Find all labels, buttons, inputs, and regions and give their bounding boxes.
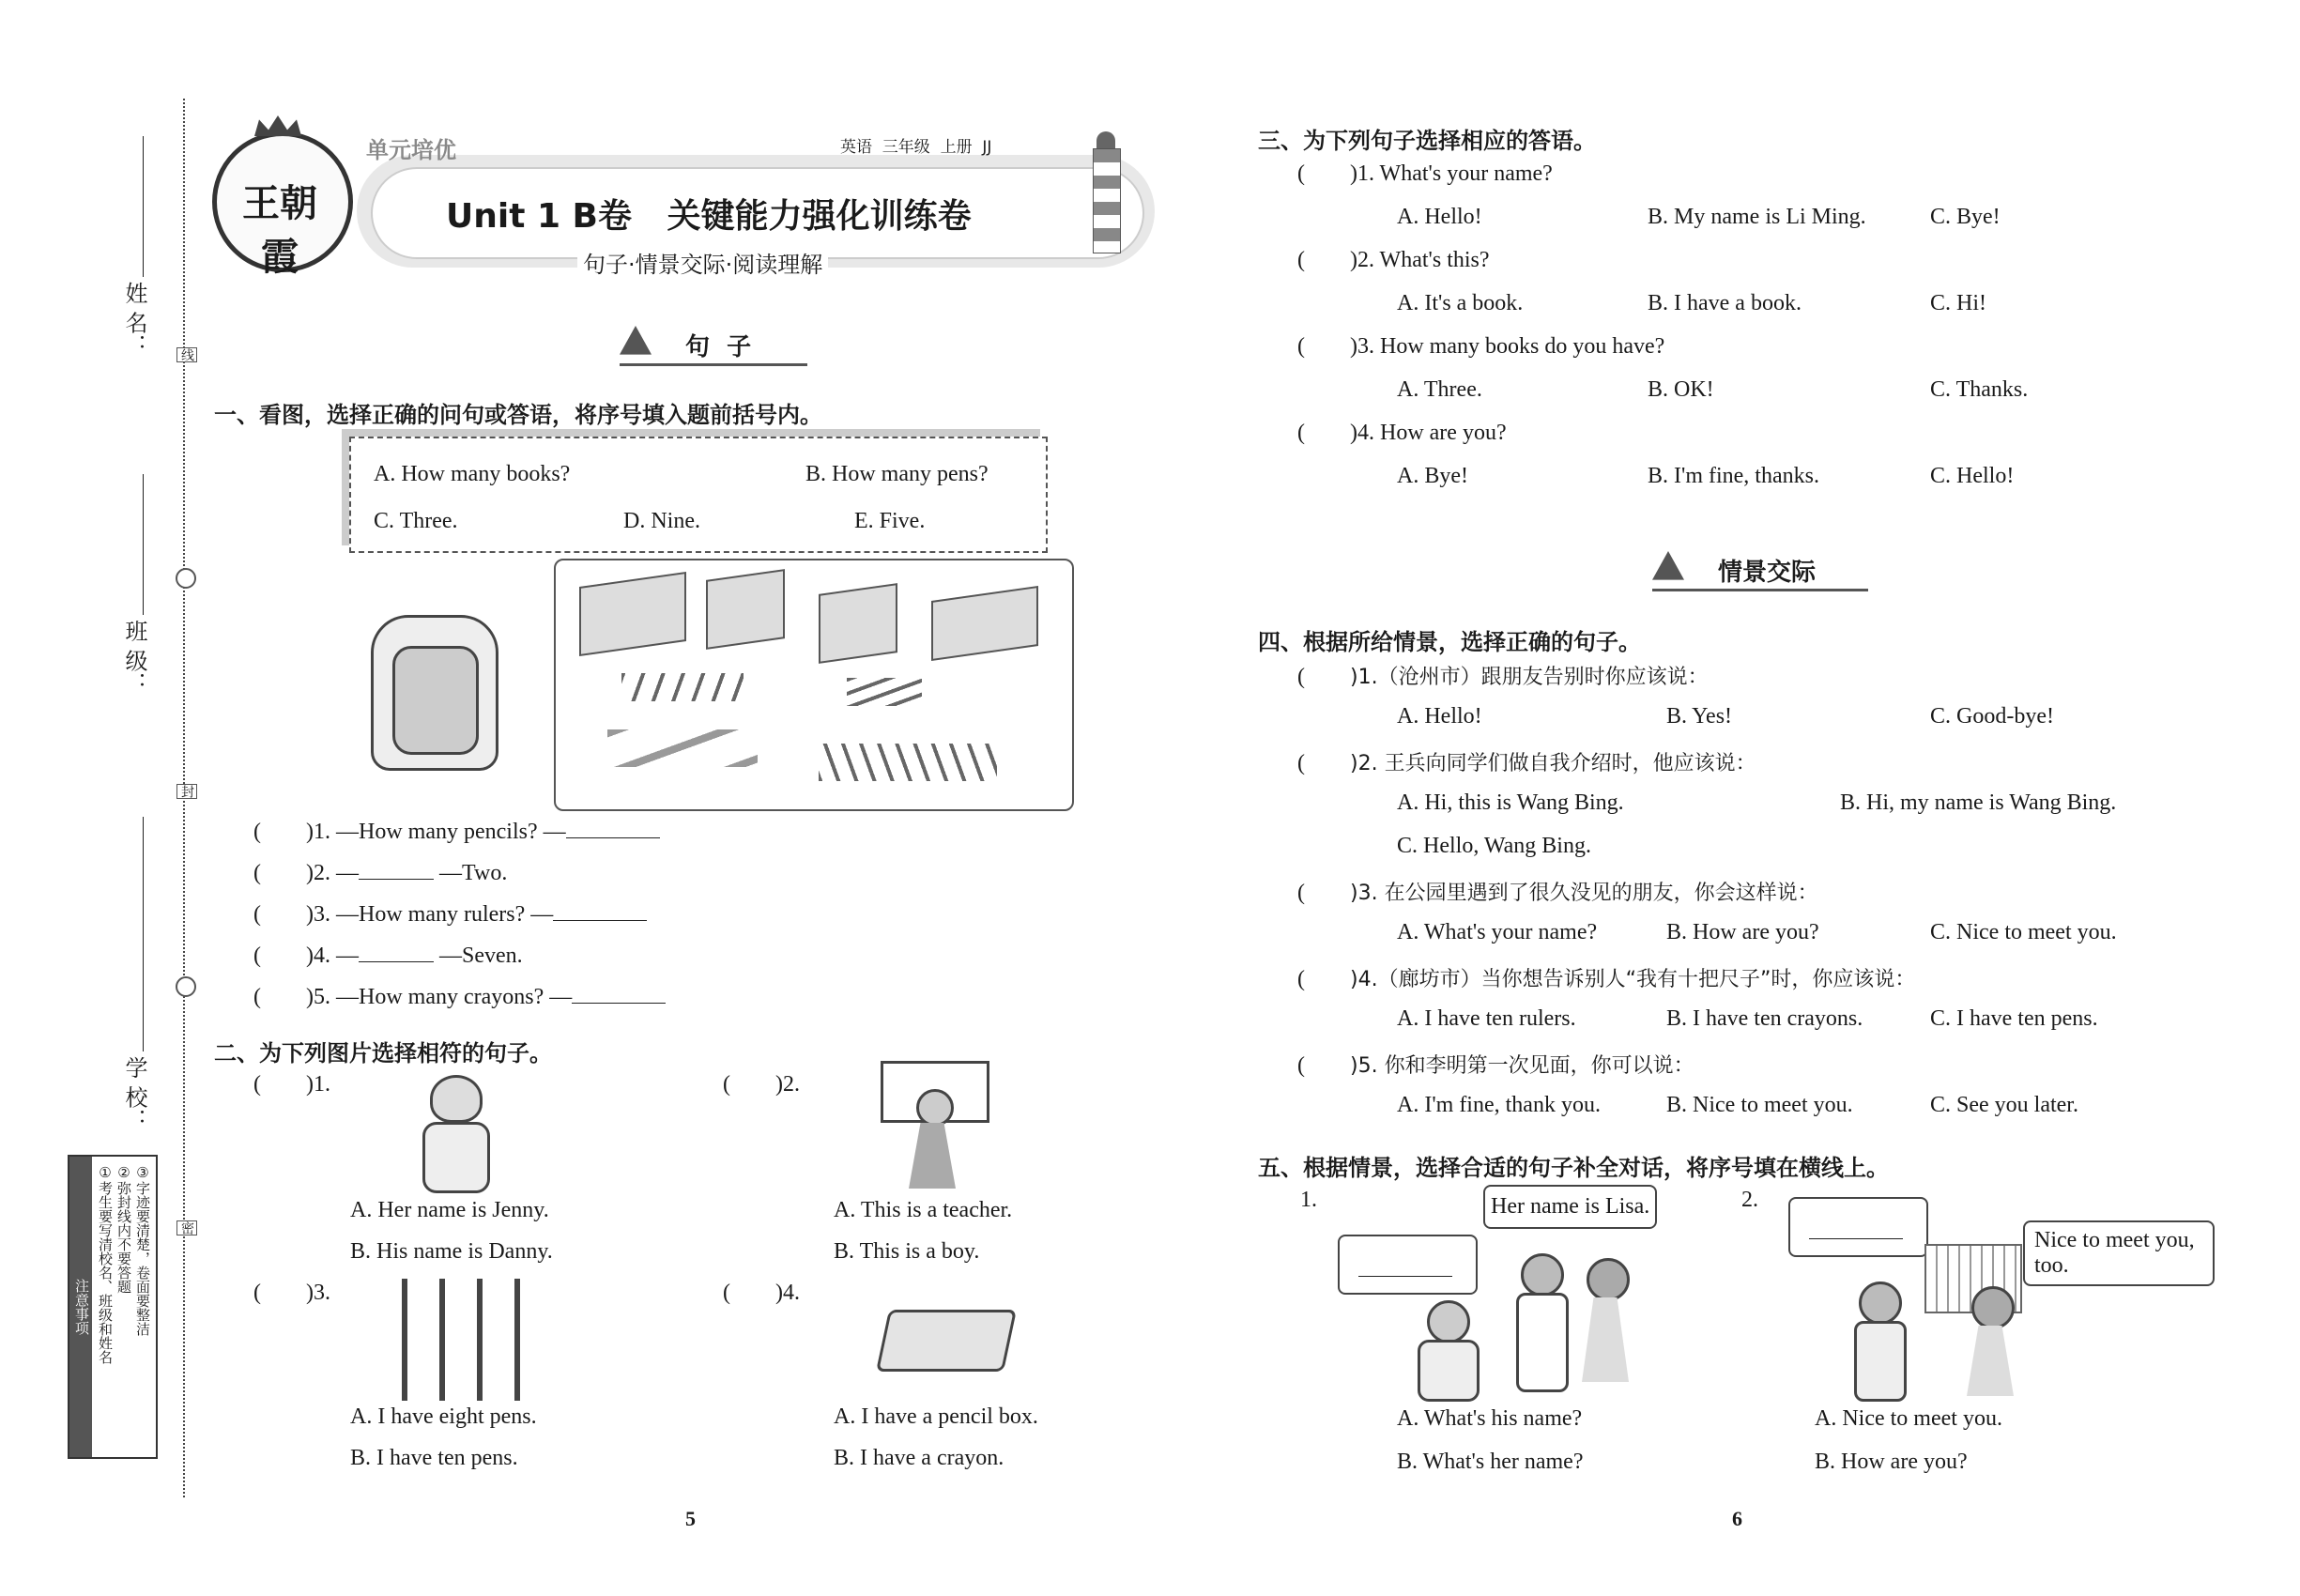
danny-image <box>404 1075 507 1192</box>
q4-item-3-question: )3. 在公园里遇到了很久没见的朋友，你会这样说： <box>1350 882 1818 905</box>
item-number: )3. <box>306 1281 330 1305</box>
pencil-box-image <box>876 1310 1017 1372</box>
q5-d1-a[interactable]: A. What's his name? <box>1397 1406 1583 1431</box>
q4-3-b[interactable]: B. How are you? <box>1666 920 1819 944</box>
item-number: )4. <box>775 1281 800 1305</box>
q4-item-1-question: )1.（沧州市）跟朋友告别时你应该说： <box>1350 666 1709 689</box>
q4-item-5[interactable] <box>1297 1050 1694 1079</box>
paren: ( <box>253 985 261 1009</box>
q3-item-1-question: )1. What's your name? <box>1350 161 1553 186</box>
q4-item-1[interactable] <box>1297 661 1709 690</box>
q3-item-4-question: )4. How are you? <box>1350 421 1507 445</box>
item-number: )4. <box>306 944 330 968</box>
q3-3-a[interactable]: A. Three. <box>1397 377 1482 402</box>
answer-blank[interactable] <box>1809 1220 1903 1239</box>
books-icon <box>706 569 785 650</box>
q3-2-c[interactable]: C. Hi! <box>1930 291 1986 315</box>
books-icon <box>931 586 1038 661</box>
q1-options-box <box>349 437 1048 553</box>
q2-item-1-b: B. His name is Danny. <box>350 1239 553 1264</box>
q3-title: 三、为下列句子选择相应的答语。 <box>1258 128 1596 154</box>
q5-d2-b[interactable]: B. How are you? <box>1815 1450 1968 1474</box>
q1-item-1-text: —How many pencils? — <box>336 820 566 844</box>
q4-5-a[interactable]: A. I'm fine, thank you. <box>1397 1093 1601 1117</box>
q4-4-b[interactable]: B. I have ten crayons. <box>1666 1006 1863 1031</box>
answer-blank[interactable] <box>359 860 434 880</box>
q4-item-2-question: )2. 王兵向同学们做自我介绍时，他应该说： <box>1350 752 1756 775</box>
q3-item-2[interactable] <box>1297 248 1490 273</box>
q3-3-b[interactable]: B. OK! <box>1648 377 1714 402</box>
q3-item-1[interactable] <box>1297 161 1553 187</box>
paren: ( <box>253 1072 261 1097</box>
q1-item-2[interactable] <box>253 860 507 886</box>
q3-item-4[interactable] <box>1297 421 1507 446</box>
q1-item-3-text: —How many rulers? — <box>336 902 554 927</box>
answer-blank[interactable] <box>553 901 647 921</box>
q4-item-4-question: )4.（廊坊市）当你想告诉别人“我有十把尺子”时，你应该说： <box>1350 968 1916 991</box>
q3-3-c[interactable]: C. Thanks. <box>1930 377 2029 402</box>
pens-image <box>376 1279 544 1401</box>
q1-item-5[interactable] <box>253 984 666 1010</box>
item-number: )1. <box>306 1072 330 1097</box>
q1-option-d: D. Nine. <box>623 509 700 533</box>
answer-blank[interactable] <box>359 943 434 962</box>
q5-d2-speech-bubble: Nice to meet you, too. <box>2023 1220 2215 1286</box>
q3-4-b[interactable]: B. I'm fine, thanks. <box>1648 464 1819 488</box>
q5-dialog-2-number: 2. <box>1741 1188 1758 1212</box>
sailboat-icon <box>620 326 652 360</box>
q1-item-1[interactable] <box>253 819 660 845</box>
q3-1-b[interactable]: B. My name is Li Ming. <box>1648 205 1866 229</box>
teacher-image <box>881 1061 984 1192</box>
q3-4-a[interactable]: A. Bye! <box>1397 464 1468 488</box>
page-title: Unit 1 B卷 关键能力强化训练卷 <box>446 197 972 236</box>
q5-d1-speech-bubble: Her name is Lisa. <box>1483 1185 1657 1229</box>
pens-icon <box>847 678 922 706</box>
item-number: )2. <box>775 1072 800 1097</box>
q3-4-c[interactable]: C. Hello! <box>1930 464 2015 488</box>
seal-char-1: 线 <box>176 347 197 362</box>
q4-title: 四、根据所给情景，选择正确的句子。 <box>1258 629 1641 655</box>
logo <box>212 131 353 279</box>
q1-option-a: A. How many books? <box>374 462 571 486</box>
q2-item-2-a: A. This is a teacher. <box>834 1198 1013 1222</box>
banner-sentences-label: 句 子 <box>685 333 752 361</box>
note-2: ②弥封线内不要答题 <box>115 1164 132 1294</box>
notes-box <box>68 1155 158 1459</box>
q2-item-1-a: A. Her name is Jenny. <box>350 1198 549 1222</box>
paren: ( <box>253 902 261 927</box>
paren: ( <box>1297 161 1305 186</box>
school-label: 学 校： <box>121 1056 147 1131</box>
q1-item-2-answer: —Two. <box>439 861 508 885</box>
paren: ( <box>723 1072 730 1097</box>
q2-item-1-number[interactable] <box>253 1072 330 1097</box>
q2-title: 二、为下列图片选择相符的句子。 <box>214 1040 552 1067</box>
item-number: )5. <box>306 985 330 1009</box>
class-line[interactable] <box>143 474 144 615</box>
paren: ( <box>1297 665 1305 689</box>
banner-situational-label: 情景交际 <box>1718 559 1817 587</box>
q1-item-2-text: — <box>336 861 359 885</box>
q4-3-a[interactable]: A. What's your name? <box>1397 920 1598 944</box>
note-1: ①考生要写清校名、班级和姓名 <box>97 1164 114 1364</box>
q5-d1-b[interactable]: B. What's her name? <box>1397 1450 1584 1474</box>
q1-item-4-answer: —Seven. <box>439 944 523 968</box>
q5-d2-a[interactable]: A. Nice to meet you. <box>1815 1406 2002 1431</box>
page-number-right: 6 <box>1732 1507 1742 1530</box>
paren: ( <box>1297 751 1305 775</box>
q2-item-4-a: A. I have a pencil box. <box>834 1404 1038 1429</box>
q3-1-c[interactable]: C. Bye! <box>1930 205 2001 229</box>
q1-item-4[interactable] <box>253 943 523 969</box>
q3-2-a[interactable]: A. It's a book. <box>1397 291 1524 315</box>
pencils-icon <box>621 673 744 701</box>
paren: ( <box>253 944 261 968</box>
banner-sentences <box>620 324 807 366</box>
name-line[interactable] <box>143 136 144 277</box>
notes-title: 注意事项 <box>69 1157 92 1457</box>
q3-2-b[interactable]: B. I have a book. <box>1648 291 1802 315</box>
q2-item-3-b: B. I have ten pens. <box>350 1446 518 1470</box>
q4-3-c[interactable]: C. Nice to meet you. <box>1930 920 2117 944</box>
q2-item-4-b: B. I have a crayon. <box>834 1446 1004 1470</box>
paren: ( <box>253 820 261 844</box>
books-icon <box>819 583 897 664</box>
paren: ( <box>1297 1053 1305 1078</box>
seal-dot-2 <box>176 976 196 997</box>
rulers-icon <box>607 729 758 767</box>
name-label: 姓 名： <box>121 282 147 357</box>
crayons-icon <box>819 744 997 781</box>
q4-item-5-question: )5. 你和李明第一次见面，你可以说： <box>1350 1054 1694 1078</box>
paren: ( <box>1297 421 1305 445</box>
q5-dialog-1-number: 1. <box>1300 1188 1317 1212</box>
paren: ( <box>723 1281 730 1305</box>
q4-2-a[interactable]: A. Hi, this is Wang Bing. <box>1397 790 1624 815</box>
q4-1-b[interactable]: B. Yes! <box>1666 704 1733 729</box>
q4-5-c[interactable]: C. See you later. <box>1930 1093 2078 1117</box>
q4-item-2[interactable] <box>1297 747 1756 776</box>
q4-item-3[interactable] <box>1297 877 1818 906</box>
q1-item-5-text: —How many crayons? — <box>336 985 573 1009</box>
q1-option-c: C. Three. <box>374 509 458 533</box>
q4-4-a[interactable]: A. I have ten rulers. <box>1397 1006 1576 1031</box>
paren: ( <box>1297 881 1305 905</box>
banner-situational <box>1652 549 1868 591</box>
q4-1-c[interactable]: C. Good-bye! <box>1930 704 2054 729</box>
q1-item-4-text: — <box>336 944 359 968</box>
q4-2-b[interactable]: B. Hi, my name is Wang Bing. <box>1840 790 2117 815</box>
kids-image-2 <box>1859 1244 2047 1399</box>
answer-blank[interactable] <box>572 984 666 1004</box>
paren: ( <box>1297 334 1305 359</box>
q4-2-c[interactable]: C. Hello, Wang Bing. <box>1397 834 1591 858</box>
books-icon <box>579 572 686 656</box>
kids-image-1 <box>1418 1253 1662 1399</box>
q4-4-c[interactable]: C. I have ten pens. <box>1930 1006 2098 1031</box>
q3-item-3-question: )3. How many books do you have? <box>1350 334 1665 359</box>
q2-item-3-a: A. I have eight pens. <box>350 1404 537 1429</box>
answer-blank[interactable] <box>566 819 660 838</box>
paren: ( <box>253 861 261 885</box>
q4-item-4[interactable] <box>1297 963 1915 992</box>
sailboat-icon <box>1652 551 1684 585</box>
page-number-left: 5 <box>685 1507 696 1530</box>
q3-item-2-question: )2. What's this? <box>1350 248 1490 272</box>
q2-item-3-number[interactable] <box>253 1281 330 1306</box>
paren: ( <box>253 1281 261 1305</box>
q2-item-4-number[interactable] <box>723 1281 800 1306</box>
seal-char-3: 密 <box>176 1220 197 1235</box>
logo-crown-icon <box>254 115 301 136</box>
book-meta: 英语 三年级 上册 JJ <box>840 138 992 157</box>
q5-title: 五、根据情景，选择合适的句子补全对话，将序号填在横线上。 <box>1258 1155 1889 1181</box>
q3-item-3[interactable] <box>1297 334 1664 360</box>
q1-option-e: E. Five. <box>854 509 926 533</box>
series-label: 单元培优 <box>366 137 456 163</box>
lighthouse-icon <box>1089 131 1123 253</box>
q4-1-a[interactable]: A. Hello! <box>1397 704 1482 729</box>
q2-item-2-b: B. This is a boy. <box>834 1239 980 1264</box>
q1-item-3[interactable] <box>253 901 647 928</box>
q1-option-b: B. How many pens? <box>805 462 989 486</box>
q4-5-b[interactable]: B. Nice to meet you. <box>1666 1093 1853 1117</box>
paren: ( <box>1297 248 1305 272</box>
class-label: 班 级： <box>121 620 147 695</box>
seal-dot-1 <box>176 568 196 589</box>
logo-text: 王朝霞 <box>242 181 317 279</box>
school-line[interactable] <box>143 817 144 1051</box>
backpack-image <box>371 615 498 771</box>
q2-item-2-number[interactable] <box>723 1072 800 1097</box>
item-number: )2. <box>306 861 330 885</box>
school-items-image <box>554 559 1074 811</box>
page-subtitle: 句子·情景交际·阅读理解 <box>577 246 828 279</box>
seal-char-2: 封 <box>176 784 197 799</box>
q3-1-a[interactable]: A. Hello! <box>1397 205 1482 229</box>
paren: ( <box>1297 967 1305 991</box>
note-3: ③字迹要清楚，卷面要整洁 <box>134 1164 151 1336</box>
item-number: )3. <box>306 902 330 927</box>
q1-title: 一、看图，选择正确的问句或答语，将序号填入题前括号内。 <box>214 402 822 428</box>
item-number: )1. <box>306 820 330 844</box>
